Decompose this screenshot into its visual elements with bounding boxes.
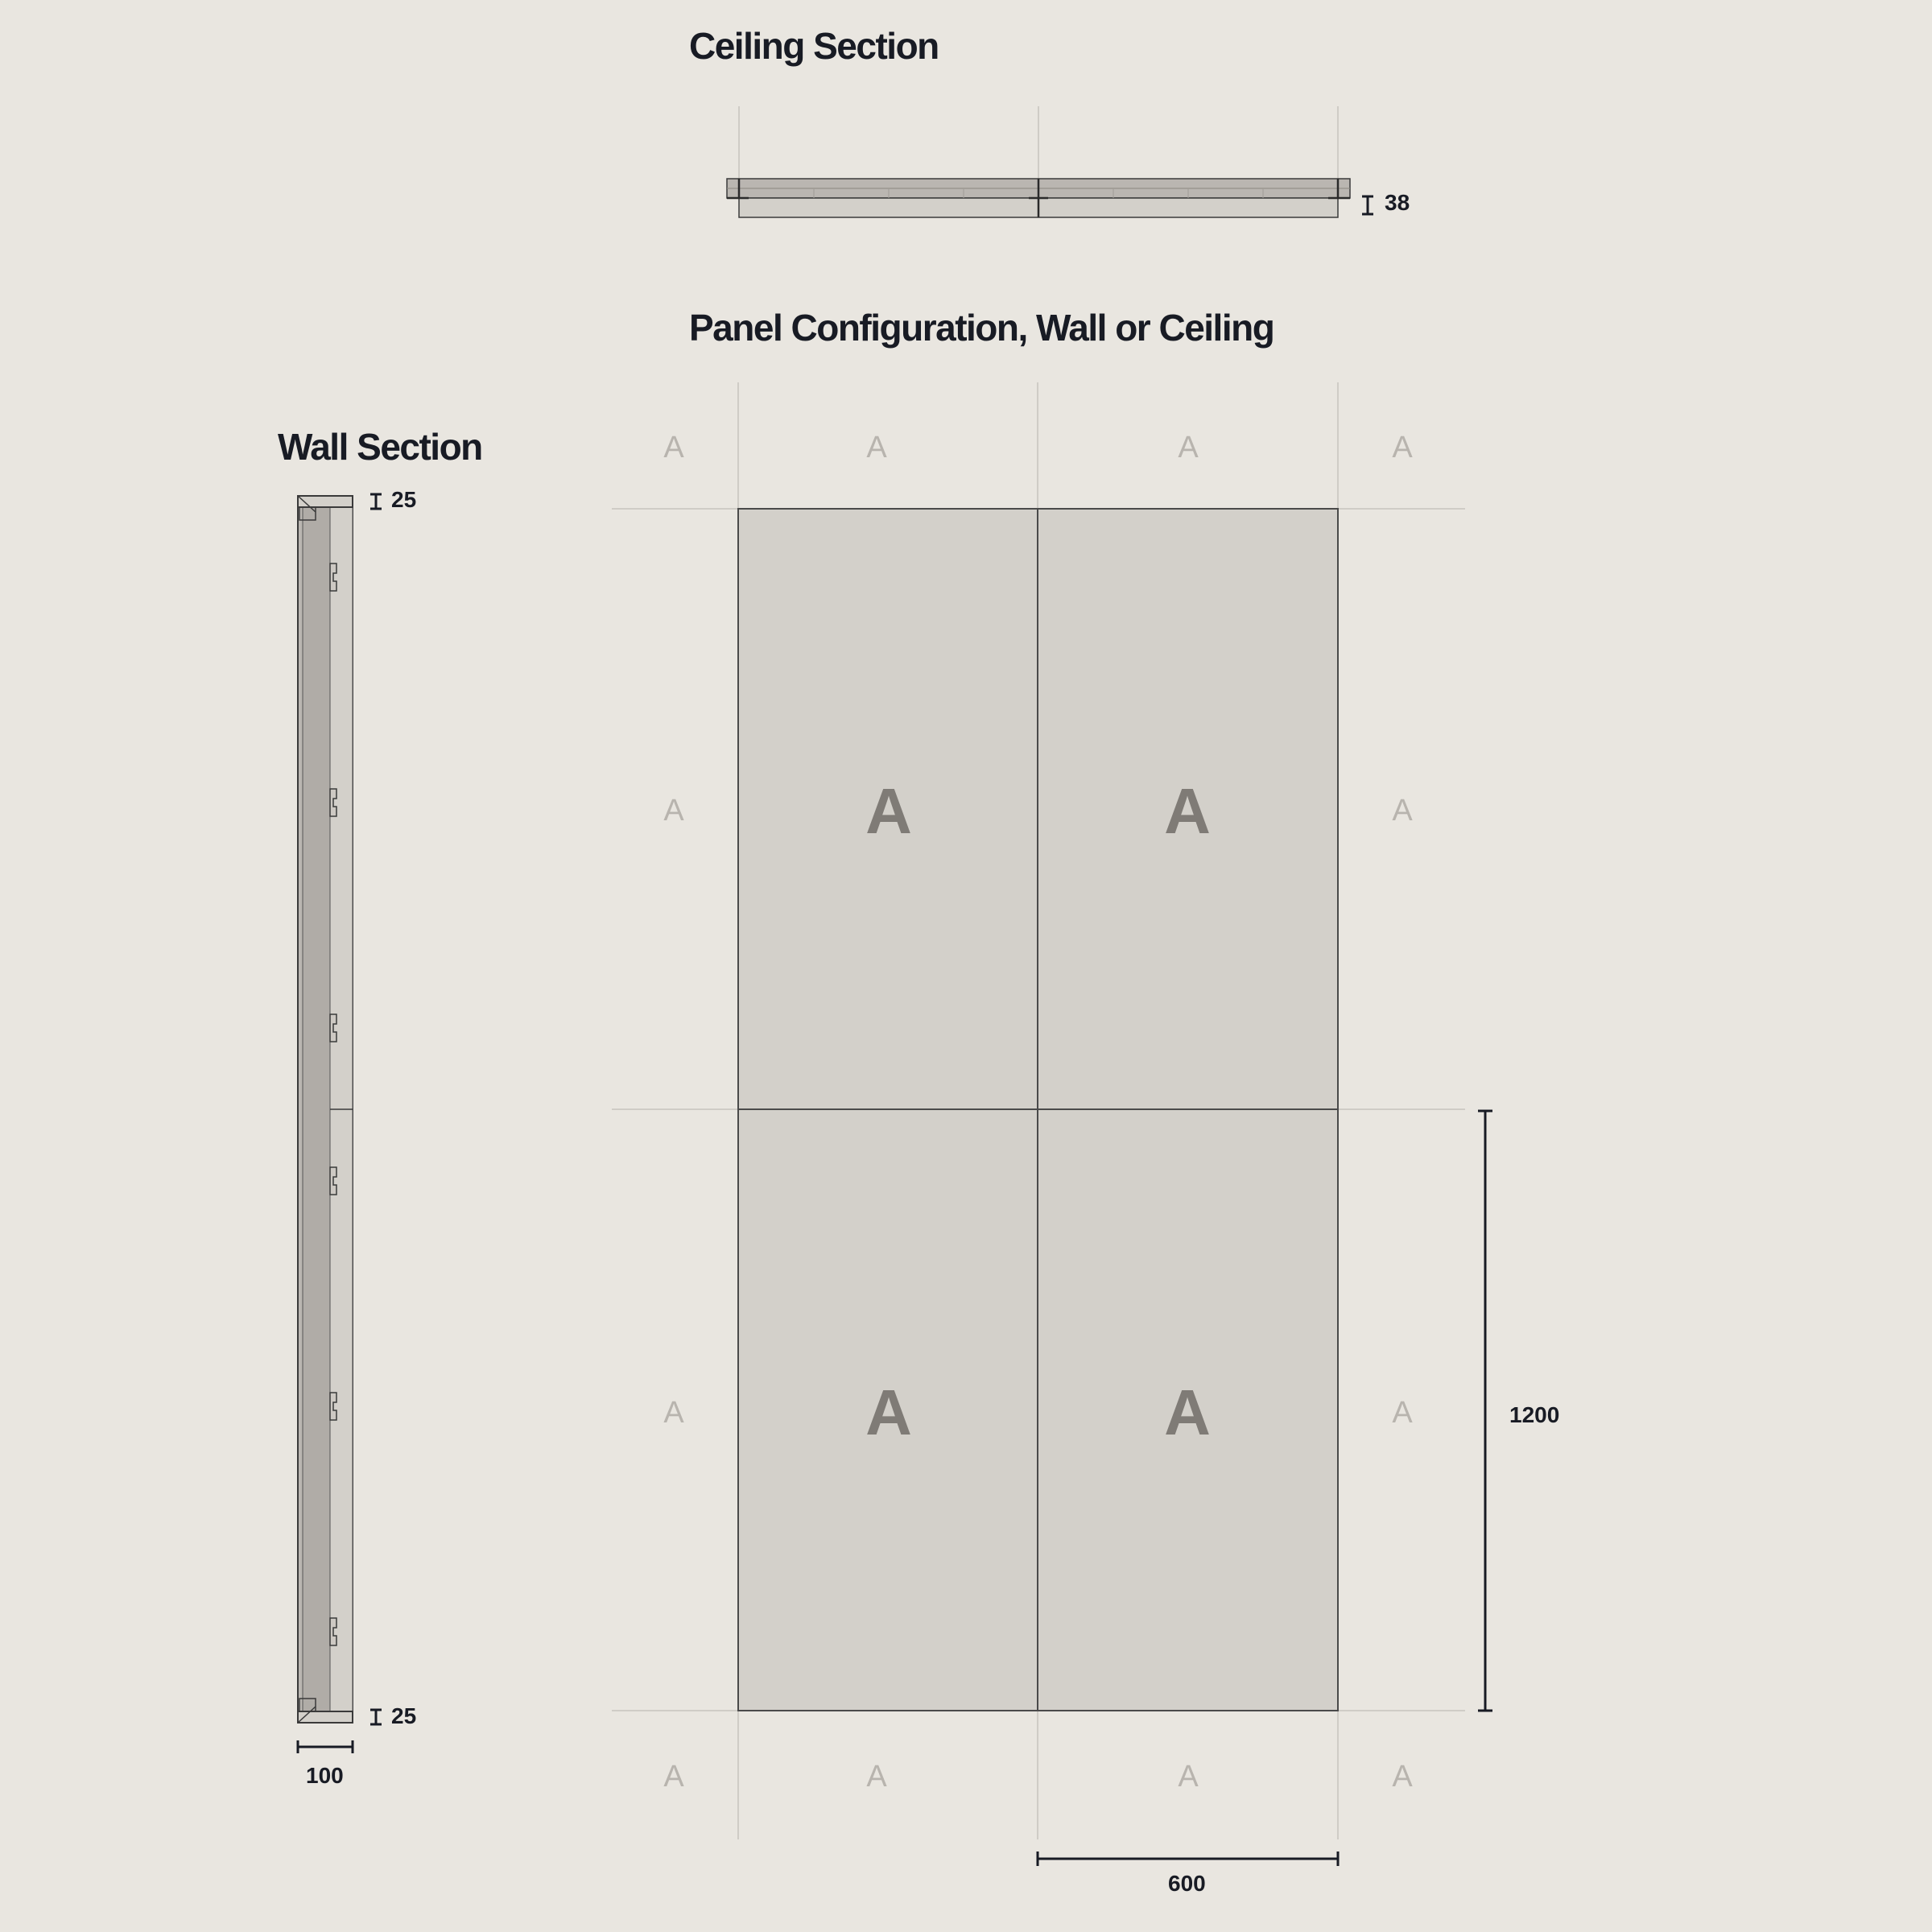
- adjacent-panel-label: A: [866, 431, 887, 464]
- adjacent-panel-label: A: [663, 1396, 684, 1430]
- panel-height-dimension: 1200: [1509, 1402, 1560, 1427]
- panel-label: A: [865, 1377, 912, 1448]
- panel-width-dimension-line: [1038, 1852, 1338, 1866]
- wall-section-title: Wall Section: [278, 426, 482, 468]
- adjacent-panel-label: A: [1392, 1760, 1413, 1794]
- adjacent-panel-label: A: [1392, 1396, 1413, 1430]
- wall-section-drawing: [298, 494, 382, 1753]
- panel-array: [738, 509, 1338, 1711]
- wall-top-dimension: 25: [391, 487, 417, 512]
- panel-height-dimension-line: [1478, 1111, 1492, 1711]
- ceiling-section-drawing: [727, 106, 1373, 217]
- wall-depth-dimension: 100: [306, 1763, 344, 1788]
- panel-label: A: [1164, 1377, 1211, 1448]
- adjacent-panel-label: A: [1178, 1760, 1199, 1794]
- panel-width-dimension: 600: [1168, 1871, 1206, 1896]
- panel-label: A: [1164, 775, 1211, 847]
- adjacent-panel-label: A: [1392, 794, 1413, 828]
- wall-bottom-dimension: 25: [391, 1703, 417, 1728]
- panel-label: A: [865, 775, 912, 847]
- panel-configuration-title: Panel Configuration, Wall or Ceiling: [689, 307, 1274, 349]
- adjacent-panel-label: A: [1392, 431, 1413, 464]
- adjacent-panel-label: A: [866, 1760, 887, 1794]
- adjacent-panel-label: A: [663, 431, 684, 464]
- adjacent-panel-label: A: [663, 794, 684, 828]
- ceiling-section-title: Ceiling Section: [689, 25, 939, 67]
- adjacent-panel-label: A: [663, 1760, 684, 1794]
- ceiling-thickness-dimension: 38: [1385, 190, 1410, 215]
- adjacent-panel-label: A: [1178, 431, 1199, 464]
